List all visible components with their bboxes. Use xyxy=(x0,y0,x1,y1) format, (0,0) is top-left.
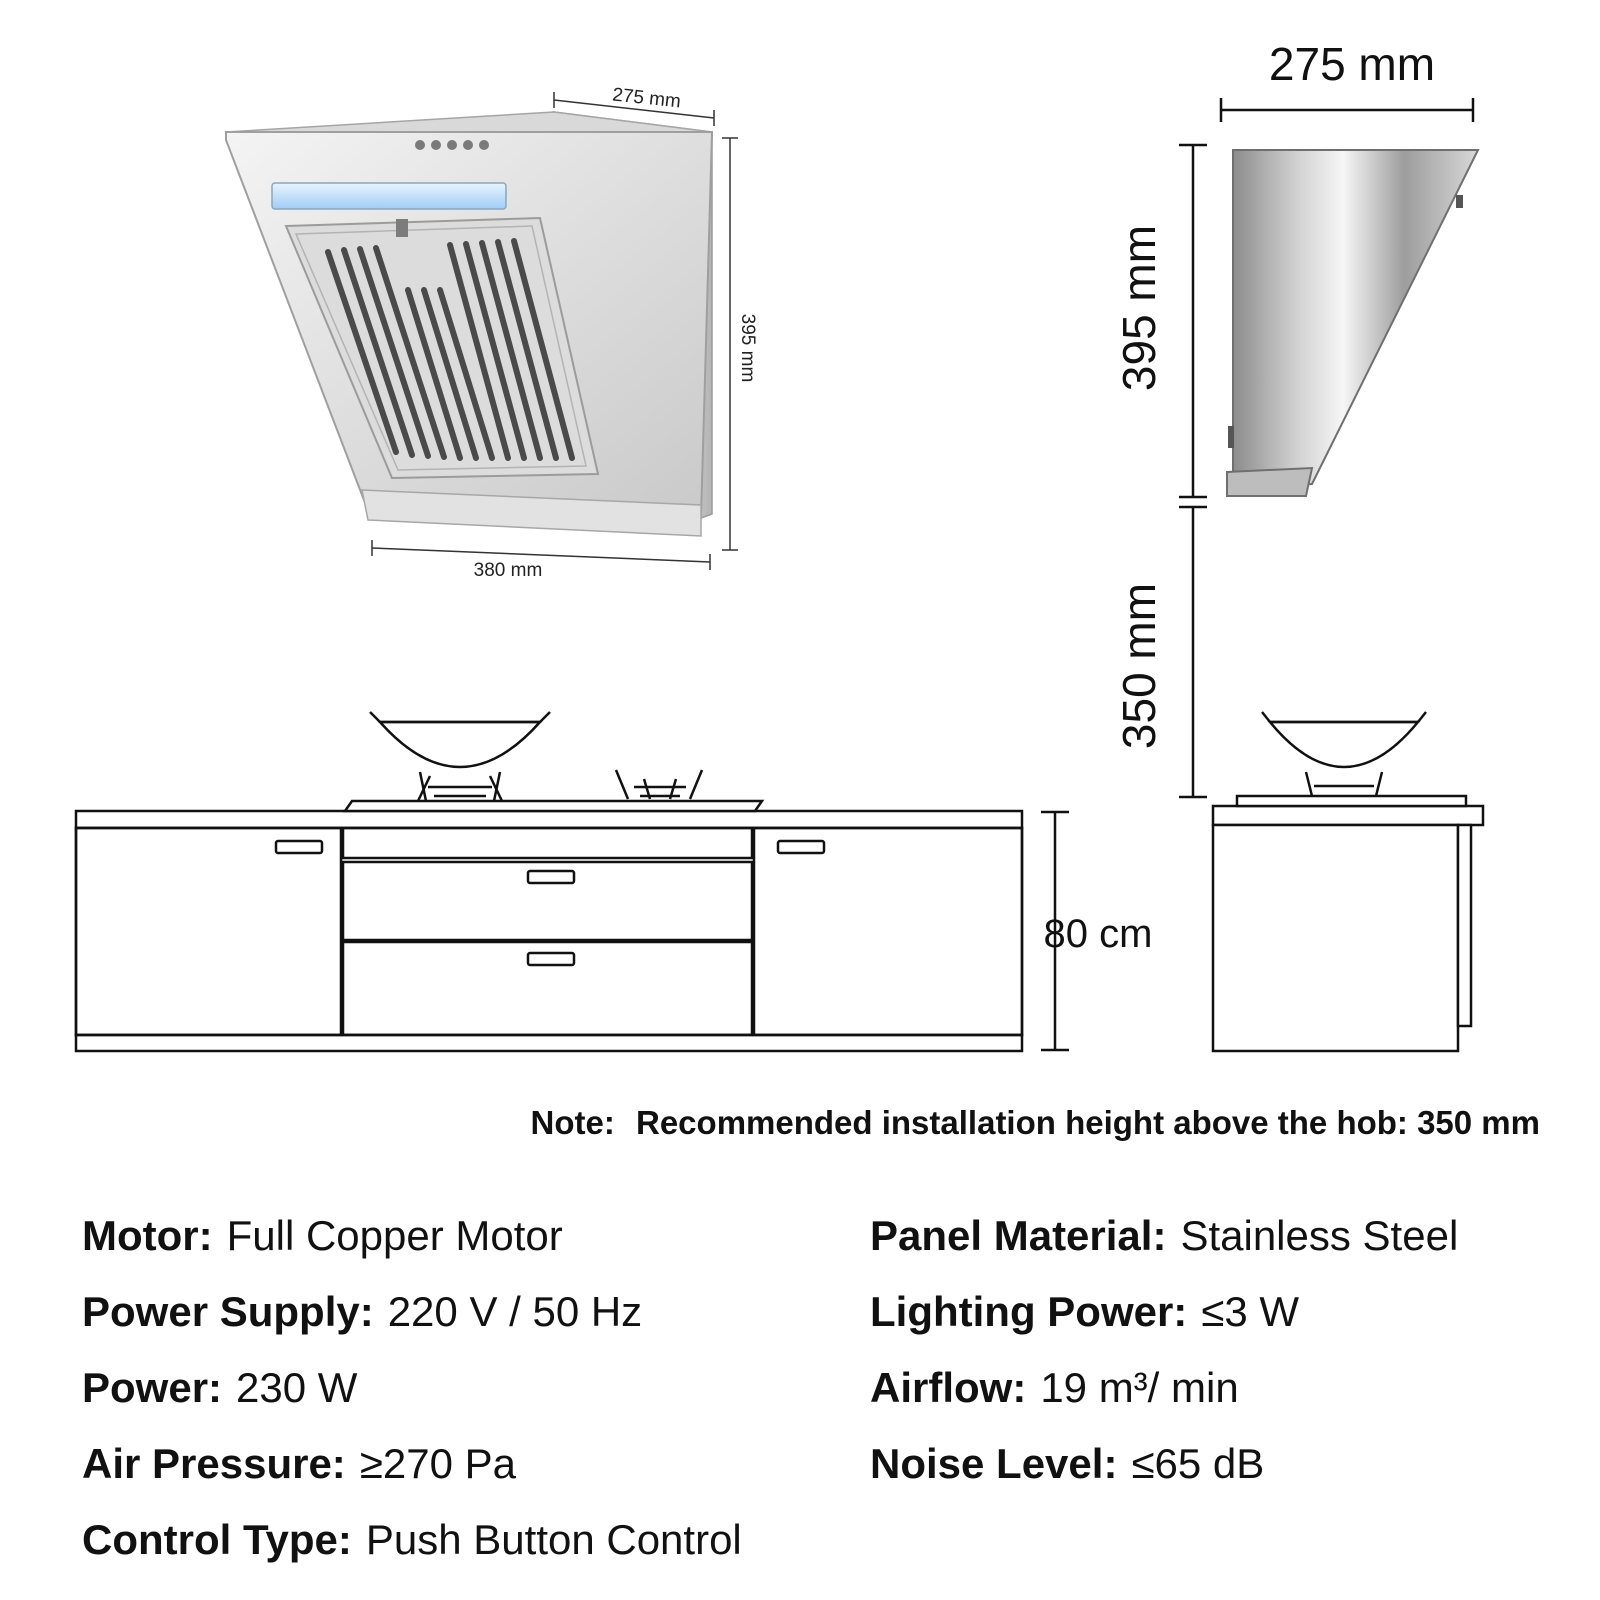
spec-noise-level xyxy=(870,1439,1264,1489)
spec-panel-material-value: Stainless Steel xyxy=(1180,1212,1459,1259)
spec-motor-value: Full Copper Motor xyxy=(226,1212,563,1259)
spec-motor xyxy=(82,1211,563,1261)
spec-panel-material-label: Panel Material: xyxy=(870,1212,1167,1259)
side-height-label: 395 mm xyxy=(1113,224,1165,392)
spec-panel-material xyxy=(870,1211,1458,1261)
spec-power xyxy=(82,1363,357,1413)
wok-front xyxy=(370,712,550,801)
spec-lighting-power-label: Lighting Power: xyxy=(870,1288,1188,1335)
spec-lighting-power-value: ≤3 W xyxy=(1201,1288,1300,1335)
front-width-label: 380 mm xyxy=(473,560,543,581)
spec-airflow xyxy=(870,1363,1239,1413)
spec-control-type-value: Push Button Control xyxy=(365,1516,742,1563)
spec-control-type xyxy=(82,1515,742,1565)
spec-airflow-value: 19 m³/ min xyxy=(1040,1364,1239,1411)
burner-right xyxy=(616,770,702,799)
hood-front-view xyxy=(226,112,712,536)
install-gap-label: 350 mm xyxy=(1113,582,1165,750)
hood-side-profile xyxy=(1227,150,1478,496)
note-text: Recommended installation height above the hob: 350 mm xyxy=(636,1104,1540,1141)
spec-air-pressure-value: ≥270 Pa xyxy=(359,1440,516,1487)
spec-power-supply xyxy=(82,1287,642,1337)
spec-noise-level-value: ≤65 dB xyxy=(1131,1440,1265,1487)
spec-lighting-power xyxy=(870,1287,1299,1337)
front-height-label: 395 mm xyxy=(737,313,758,383)
spec-air-pressure-label: Air Pressure: xyxy=(82,1440,346,1487)
kitchen-cabinet-side xyxy=(1213,796,1483,1051)
spec-noise-level-label: Noise Level: xyxy=(870,1440,1118,1487)
led-light-bar xyxy=(272,183,506,209)
spec-airflow-label: Airflow: xyxy=(870,1364,1027,1411)
side-depth-label: 275 mm xyxy=(1268,38,1436,90)
spec-motor-label: Motor: xyxy=(82,1212,213,1259)
note-label: Note: xyxy=(530,1104,615,1141)
spec-power-label: Power: xyxy=(82,1364,223,1411)
installation-note xyxy=(0,1104,1540,1142)
spec-power-supply-value: 220 V / 50 Hz xyxy=(387,1288,643,1335)
spec-power-value: 230 W xyxy=(236,1364,358,1411)
spec-power-supply-label: Power Supply: xyxy=(82,1288,374,1335)
spec-control-type-label: Control Type: xyxy=(82,1516,352,1563)
counter-height-label: 80 cm xyxy=(1043,912,1153,956)
wok-side xyxy=(1262,712,1426,796)
spec-air-pressure xyxy=(82,1439,516,1489)
kitchen-cabinet-front xyxy=(76,801,1022,1051)
front-depth-label: 275 mm xyxy=(611,84,682,113)
